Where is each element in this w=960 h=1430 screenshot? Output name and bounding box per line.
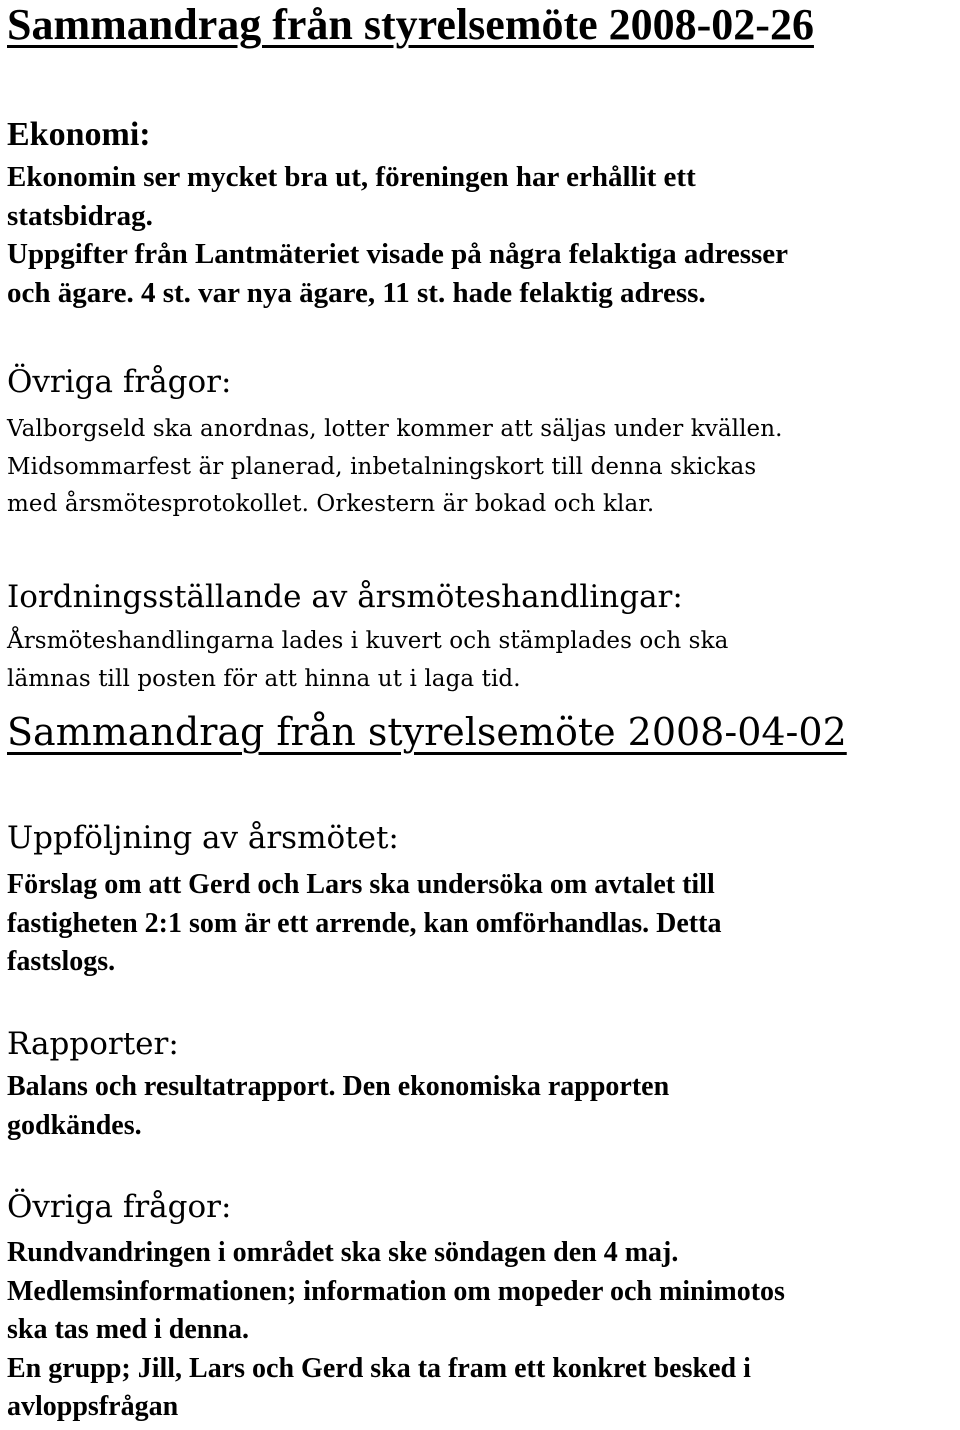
body-line: och ägare. 4 st. var nya ägare, 11 st. hade felaktig adress.: [7, 276, 706, 309]
body-line: En grupp; Jill, Lars och Gerd ska ta fram ett konkret besked i: [7, 1352, 751, 1384]
section-body-iordningsstallande: [7, 623, 728, 698]
body-line: Rundvandringen i området ska ske söndagen den 4 maj.: [7, 1237, 679, 1268]
section-heading-ovriga-fragor-2: Övriga frågor:: [7, 1189, 232, 1225]
body-line: Ekonomin ser mycket bra ut, föreningen har erhållit ett: [7, 161, 696, 193]
section-heading-iordningsstallande: Iordningsställande av årsmöteshandlingar:: [7, 579, 683, 615]
section-body-rapporter: [7, 1068, 669, 1145]
body-line: Midsommarfest är planerad, inbetalningskort till denna skickas: [7, 453, 757, 480]
section-heading-rapporter: Rapporter:: [7, 1026, 179, 1062]
section-body-ovriga-fragor-1: [7, 411, 783, 524]
body-line: Årsmöteshandlingarna lades i kuvert och stämplades och ska: [7, 628, 729, 654]
body-line: Balans och resultatrapport. Den ekonomiska rapporten: [7, 1071, 670, 1102]
body-line: Valborgseld ska anordnas, lotter kommer att säljas under kvällen.: [7, 416, 783, 442]
body-line: statsbidrag.: [7, 199, 153, 232]
meeting2-title: Sammandrag från styrelsemöte 2008-04-02: [7, 710, 847, 754]
body-line: fastigheten 2:1 som är ett arrende, kan omförhandlas. Detta: [7, 907, 722, 939]
section-body-ovriga-fragor-2: [7, 1234, 785, 1427]
body-line: avloppsfrågan: [7, 1391, 179, 1422]
body-line: med årsmötesprotokollet. Orkestern är bokad och klar.: [7, 491, 655, 517]
section-body-ekonomi: [7, 158, 788, 312]
body-line: Förslag om att Gerd och Lars ska undersöka om avtalet till: [7, 869, 715, 900]
body-line: godkändes.: [7, 1109, 142, 1141]
body-line: lämnas till posten för att hinna ut i laga tid.: [7, 665, 521, 692]
section-heading-uppfoljning: Uppföljning av årsmötet:: [7, 820, 399, 856]
section-heading-ekonomi: Ekonomi:: [7, 116, 151, 153]
body-line: ska tas med i denna.: [7, 1314, 249, 1345]
section-body-uppfoljning: [7, 866, 721, 982]
section-heading-ovriga-fragor-1: Övriga frågor:: [7, 364, 232, 400]
meeting1-title: Sammandrag från styrelsemöte 2008-02-26: [7, 0, 814, 49]
body-line: Medlemsinformationen; information om mopeder och minimotos: [7, 1275, 785, 1307]
body-line: fastslogs.: [7, 946, 116, 977]
body-line: Uppgifter från Lantmäteriet visade på några felaktiga adresser: [7, 238, 789, 270]
